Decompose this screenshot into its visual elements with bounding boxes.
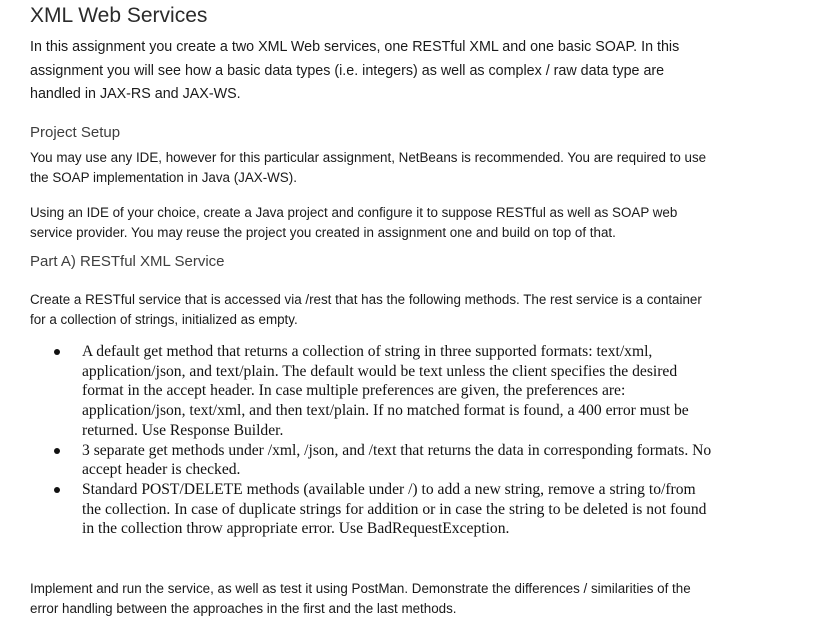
list-item	[52, 342, 712, 441]
setup-paragraph-2: Using an IDE of your choice, create a Java project and configure it to suppose RESTful as well as SOAP web service provider. You may reuse the project you created in assignment one and build on top of that.	[30, 205, 678, 240]
list-item-text: A default get method that returns a collection of string in three supported formats: text/xml, application/json, and text/plain. The default would be text unless the client specifies the desired format in the accept header. In case multiple preferences are given, the preferences are: application/json, text/xml, and then text/plain. If no matched format is found, a 400 error must be returned. Use Response Builder.	[82, 343, 689, 439]
closing-paragraph: Implement and run the service, as well as test it using PostMan. Demonstrate the differences / similarities of the error handling between the approaches in the first and the last methods.	[30, 581, 691, 616]
list-item	[52, 441, 712, 480]
intro-paragraph: In this assignment you create a two XML Web services, one RESTful XML and one basic SOAP. In this assignment you will see how a basic data types (i.e. integers) as well as complex / raw data type are handled in JAX-RS and JAX-WS.	[30, 39, 680, 102]
project-setup-heading: Project Setup	[30, 124, 121, 141]
requirements-list	[52, 342, 712, 539]
setup-paragraph-1: You may use any IDE, however for this particular assignment, NetBeans is recommended. You are required to use the SOAP implementation in Java (JAX-WS).	[30, 150, 707, 185]
list-item-text: Standard POST/DELETE methods (available under /) to add a new string, remove a string to/from the collection. In case of duplicate strings for addition or in case the string to be deleted is not found in the collection throw appropriate error. Use BadRequestException.	[82, 480, 707, 538]
bullet-icon	[54, 448, 60, 454]
document-title: XML Web Services	[30, 4, 208, 27]
list-item	[52, 480, 712, 539]
bullet-icon	[54, 487, 60, 493]
list-item-text: 3 separate get methods under /xml, /json, and /text that returns the data in corresponding formats. No accept header is checked.	[82, 441, 712, 479]
bullet-icon	[54, 349, 60, 355]
part-a-heading: Part A) RESTful XML Service	[30, 253, 225, 270]
part-a-paragraph: Create a RESTful service that is accessed via /rest that has the following methods. The rest service is a container for a collection of strings, initialized as empty.	[30, 292, 702, 327]
